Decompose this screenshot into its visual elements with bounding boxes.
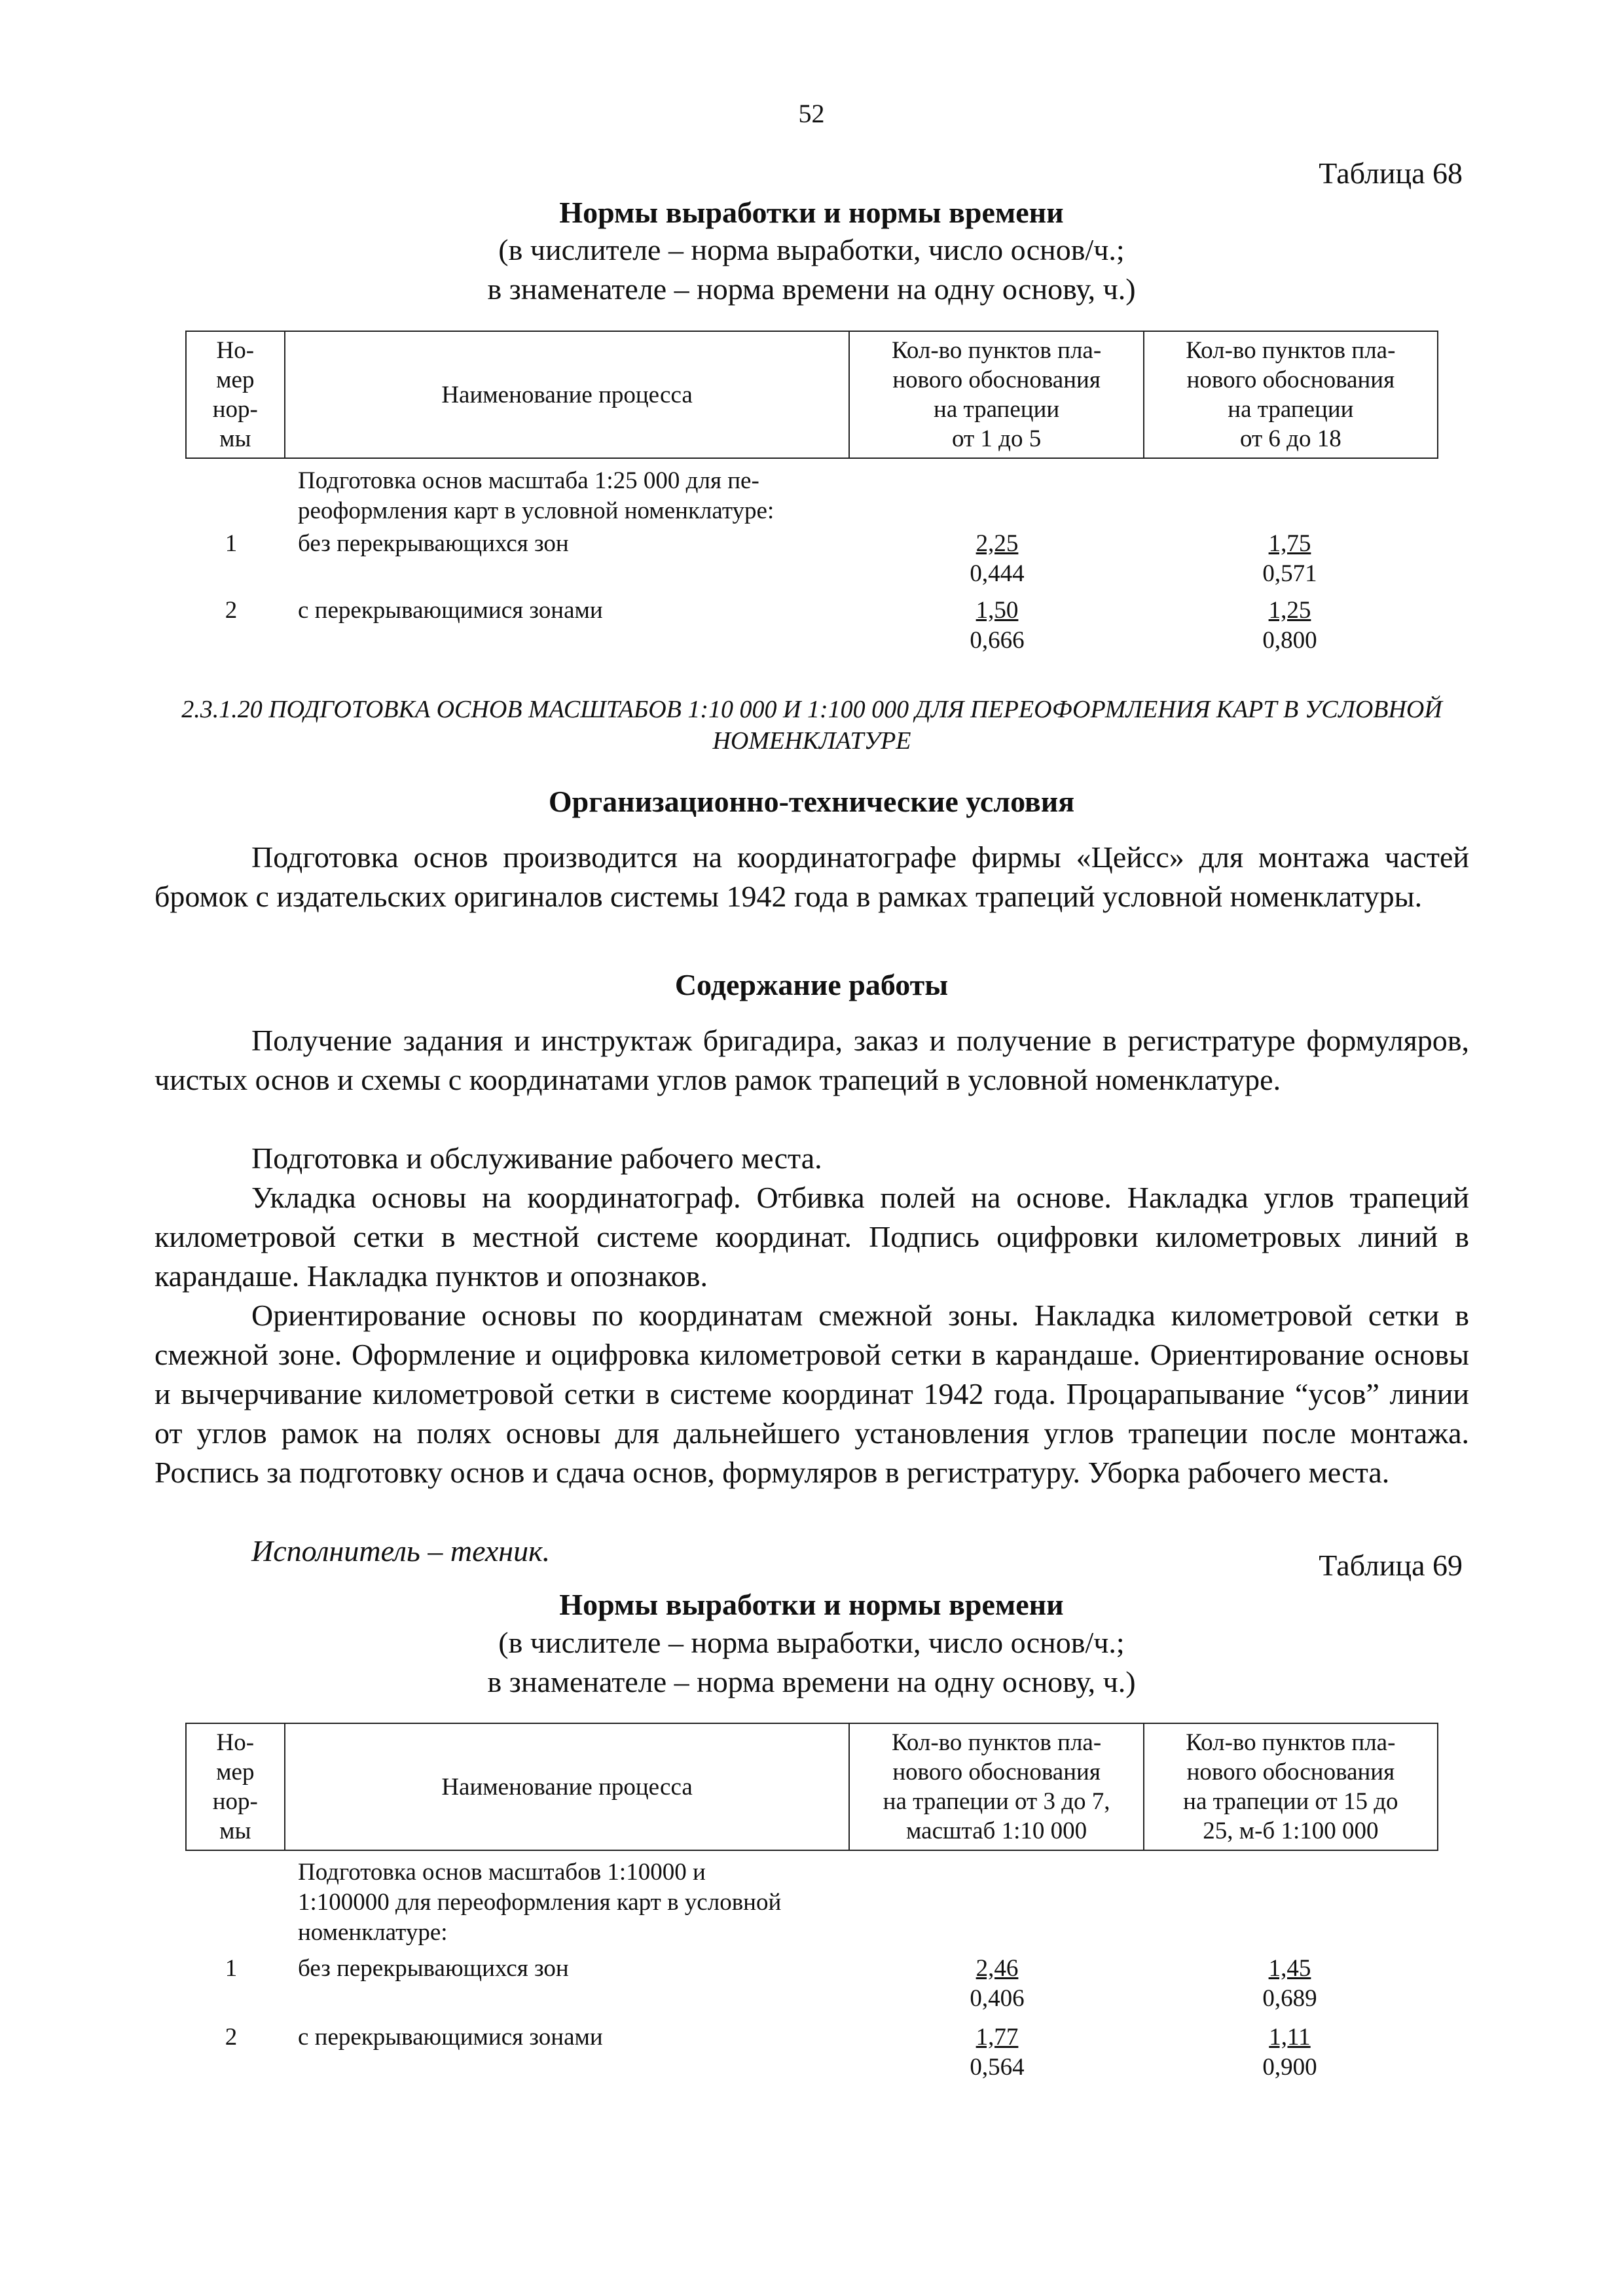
table68-title: Нормы выработки и нормы времени: [559, 196, 1064, 229]
org-conditions-heading: Организационно-технические условия: [548, 785, 1075, 818]
header-points-col4: Кол-во пунктов пла- нового обоснования на трапеции от 15 до 25, м-б 1:100 000: [1144, 1723, 1438, 1850]
work-content-paragraph-4: Ориентирование основы по координатам смежной зоны. Накладка километровой сетки в смежной зоне. Оформление и оцифровка километровой сетки в карандаше. Ориентирование основы и вычерчивание километровой сетки в системе координат 1942 года. Процарапывание “усов” линии от углов рамок на полях основы для дальнейшего установления углов трапеции после монтажа. Роспись за подготовку основ и сдача основ, формуляров в регистратуру. Уборка рабочего места.: [155, 1299, 1469, 1489]
work-content-heading: Содержание работы: [674, 968, 949, 1001]
table68-subtitle-2: в знаменателе – норма времени на одну основу, ч.): [487, 272, 1136, 306]
table69-subtitle-2: в знаменателе – норма времени на одну основу, ч.): [487, 1665, 1136, 1698]
org-conditions-paragraph: Подготовка основ производится на координатографе фирмы «Цейсс» для монтажа частей бромок с издательских оригиналов системы 1942 года в рамках трапеций условной номенклатуры.: [155, 840, 1469, 913]
header-norm-number: Но- мер нор- мы: [186, 1723, 285, 1850]
table68-label: Таблица 68: [1319, 156, 1463, 190]
section-heading: 2.3.1.20 ПОДГОТОВКА ОСНОВ МАСШТАБОВ 1:10 000 И 1:100 000 ДЛЯ ПЕРЕОФОРМЛЕНИЯ КАРТ В УСЛОВНОЙ НОМЕНКЛАТУРЕ: [181, 696, 1442, 755]
header-norm-number: Но- мер нор- мы: [186, 331, 285, 458]
table68-group-text: Подготовка основ масштаба 1:25 000 для пе- реоформления карт в условной номенклатуре:: [298, 467, 775, 524]
header-points-col3: Кол-во пунктов пла- нового обоснования на трапеции от 1 до 5: [849, 331, 1143, 458]
table69-group-text: Подготовка основ масштабов 1:10000 и 1:100000 для переоформления карт в условной номенклатуре:: [298, 1859, 782, 1946]
performer: Исполнитель – техник.: [251, 1534, 551, 1568]
table69-subtitle-1: (в числителе – норма выработки, число основ/ч.;: [498, 1626, 1125, 1659]
header-process-name: Наименование процесса: [285, 331, 850, 458]
header-points-col4: Кол-во пунктов пла- нового обоснования на трапеции от 6 до 18: [1144, 331, 1438, 458]
work-content-paragraph-1: Получение задания и инструктаж бригадира, заказ и получение в регистратуре формуляров, чистых основ и схемы с координатами углов рамок трапеций в условной номенклатуре.: [155, 1024, 1469, 1096]
page-number: 52: [798, 99, 825, 128]
header-process-name: Наименование процесса: [285, 1723, 850, 1850]
table69-label: Таблица 69: [1319, 1549, 1463, 1582]
work-content-paragraph-2: Подготовка и обслуживание рабочего места.: [251, 1141, 822, 1175]
work-content-paragraph-3: Укладка основы на координатограф. Отбивка полей на основе. Накладка углов трапеций километровой сетки в местной системе координат. Подпись оцифровки километровых линий в карандаше. Накладка пунктов и опознаков.: [155, 1181, 1469, 1293]
table68-header: [185, 331, 1438, 459]
table69-title: Нормы выработки и нормы времени: [559, 1588, 1064, 1621]
table69-header: [185, 1723, 1438, 1851]
header-points-col3: Кол-во пунктов пла- нового обоснования на трапеции от 3 до 7, масштаб 1:10 000: [849, 1723, 1143, 1850]
table68-subtitle-1: (в числителе – норма выработки, число основ/ч.;: [498, 233, 1125, 266]
